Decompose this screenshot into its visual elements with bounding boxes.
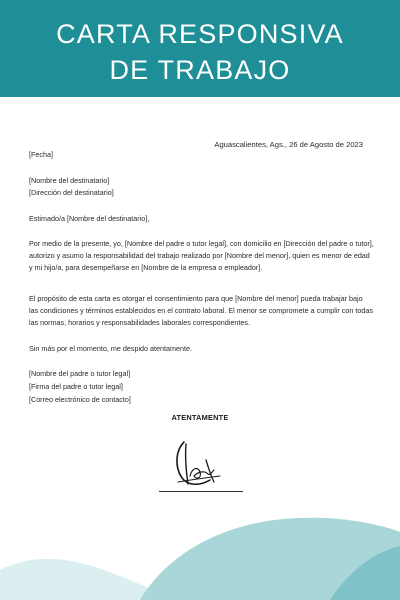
paragraph-purpose [29, 293, 373, 329]
sender-email: [Correo electrónico de contacto] [29, 395, 131, 404]
sender-name: [Nombre del padre o tutor legal] [29, 369, 131, 378]
header-banner [0, 0, 400, 97]
sign-off-title: ATENTAMENTE [171, 413, 229, 422]
greeting: Estimado/a [Nombre del destinatario], [29, 214, 150, 223]
recipient-address: [Dirección del destinatario] [29, 188, 114, 197]
recipient-name: [Nombre del destinatario] [29, 176, 110, 185]
paragraph-authorization [29, 238, 374, 274]
document-title-line-2: DE TRABAJO [109, 55, 291, 85]
sender-signature-placeholder: [Firma del padre o tutor legal] [29, 382, 123, 391]
date-placeholder: [Fecha] [29, 150, 53, 159]
paragraph-line: Por medio de la presente, yo, [Nombre del padre o tutor legal], con domicilio en [Dirección del padre o tutor], [29, 239, 374, 248]
document-title-line-1: CARTA RESPONSIVA [56, 19, 344, 49]
paragraph-line: autorizo y asumo la responsabilidad del trabajo realizado por [Nombre del menor], quien es menor de edad [29, 251, 370, 260]
paragraph-line: las normas, horarios y responsabilidades laborales correspondientes. [29, 318, 250, 327]
paragraph-line: El propósito de esta carta es otorgar el consentimiento para que [Nombre del menor] pueda trabajar bajo [29, 294, 363, 303]
place-date: Aguascalientes, Ags., 26 de Agosto de 2023 [214, 140, 363, 149]
decorative-waves [0, 480, 400, 600]
closing-line: Sin más por el momento, me despido atentamente. [29, 344, 193, 353]
paragraph-line: las condiciones y términos establecidos en el contrato laboral. El menor se compromete a cumplir con todas [29, 306, 373, 315]
paragraph-line: y mi hijo/a, para desempeñarse en [Nombre de la empresa o empleador]. [29, 263, 263, 272]
